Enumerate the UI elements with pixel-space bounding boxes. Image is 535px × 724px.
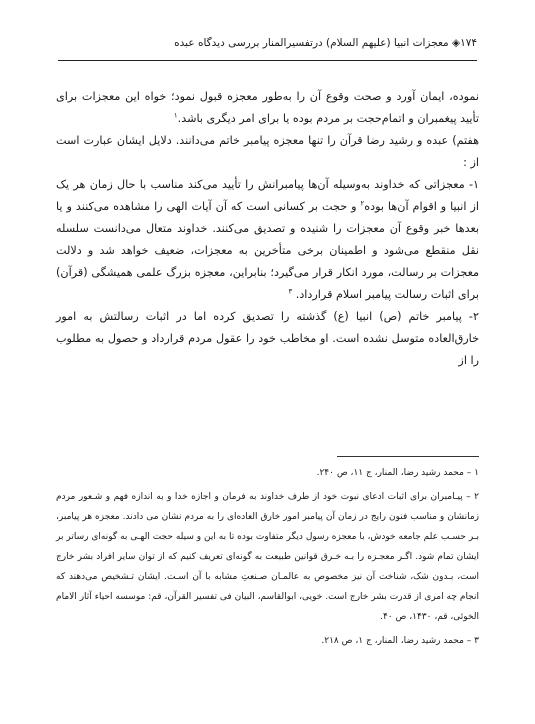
footnotes bbox=[56, 463, 479, 655]
paragraph-4: ۲- پیامبر خاتم (ص) انبیا (ع) گذشته را تصدیق کرده اما در اثبات رسالتش به امور خارق‌العاده متوسل نشده است. او مخاطب خود را عقول مردم قرارداد و حصول به مطلوب را از bbox=[56, 310, 479, 367]
main-text bbox=[56, 86, 479, 372]
footnote-divider bbox=[337, 456, 479, 457]
footnote-2: ۲ – پیـامبران برای اثبات ادعای نبوت خود از طرف خداوند به فرمان و اجازه خدا و به اندازه فهم و شـعور مردم زمانشان و مناسب فنون رایج در زمان آن پیامبر امور خارق العاده‌ای را به مردم نشان می دادند. معجزه هر پیامبر، بـر حسـب علم جامعه خودش، با معجزه رسول دیگر متفاوت بوده تا به این و سیله حجت الهـی به گونه‌ای رساتر بر ایشان تمام شود. اگـر معجـزه را بـه خـرق قوانین طبیعت به گونه‌ای تعریف کنیم که از توان سایر افراد بشر خارج است، بـدون شک، شناخت آن نیز مخصوص به عالمـان صـنعتِ مشابه با آن اسـت. ایشان تـشخیص می‌دهند که انجام چه امری از قدرت بشر خارج است. خویی، ابوالقاسم، البیان فی تفسیر القرآن، قم: موسسه احیاء آثار الامام الخوئی، قم، ۱۴۳۰، ص ۴۰. bbox=[56, 492, 479, 622]
paragraph-3: ۱- معجزاتی که خداوند به‌وسیله آن‌ها پیامبرانش را تأیید می‌کند مناسب با حال زمان هر یک از انبیا و اقوام آن‌ها بوده$^۲$ و حجت بر کسانی است که آن آیات الهی را مشاهده می‌کنند و یا بعدها خبر وقوع آن معجزات را شنیده و تصدیق می‌کنند. خداوند متعال می‌دانست سلسله نقل منقطع می‌شود و اطمینان برخی متأخرین به معجزات، ضعیف خواهد شد و دلالت معجزات بر رسالت، مورد انکار قرار می‌گیرد؛ بنابراین، معجزه بزرگ علمی همیشگی (قرآن) برای اثبات رسالت پیامبر اسلام قرارداد. $^۳$ bbox=[56, 178, 479, 301]
paragraph-1: نموده، ایمان آورد و صحت وقوع آن را به‌طور معجزه قبول نمود؛ خواه این معجزات برای تأیید پیغمبران و اتمام‌حجت بر مردم بوده یا برای امر دیگری باشد.$^۱$ bbox=[56, 90, 479, 125]
paragraph-2: هفتم) عبده و رشید رضا قرآن را تنها معجزه پیامبر خاتم می‌دانند. دلایل ایشان عبارت است از : bbox=[56, 134, 479, 169]
running-header: ۱۷۴◈ معجزات انبیا (علیهم السلام) درتفسیرالمنار بررسی دیدگاه عبده bbox=[174, 37, 477, 49]
footnote-ref-1: ۱ bbox=[173, 111, 178, 120]
footnote-ref-3: ۳ bbox=[288, 287, 293, 296]
header-divider bbox=[58, 60, 477, 61]
footnote-3: ۳ – محمد رشید رضا، المنار، ج ۱، ص ۲۱۸. bbox=[321, 636, 479, 646]
footnote-ref-2: ۲ bbox=[360, 199, 365, 208]
footnote-1: ۱ – محمد رشید رضا، المنار، ج ۱۱، ص ۲۴۰. bbox=[316, 468, 479, 478]
